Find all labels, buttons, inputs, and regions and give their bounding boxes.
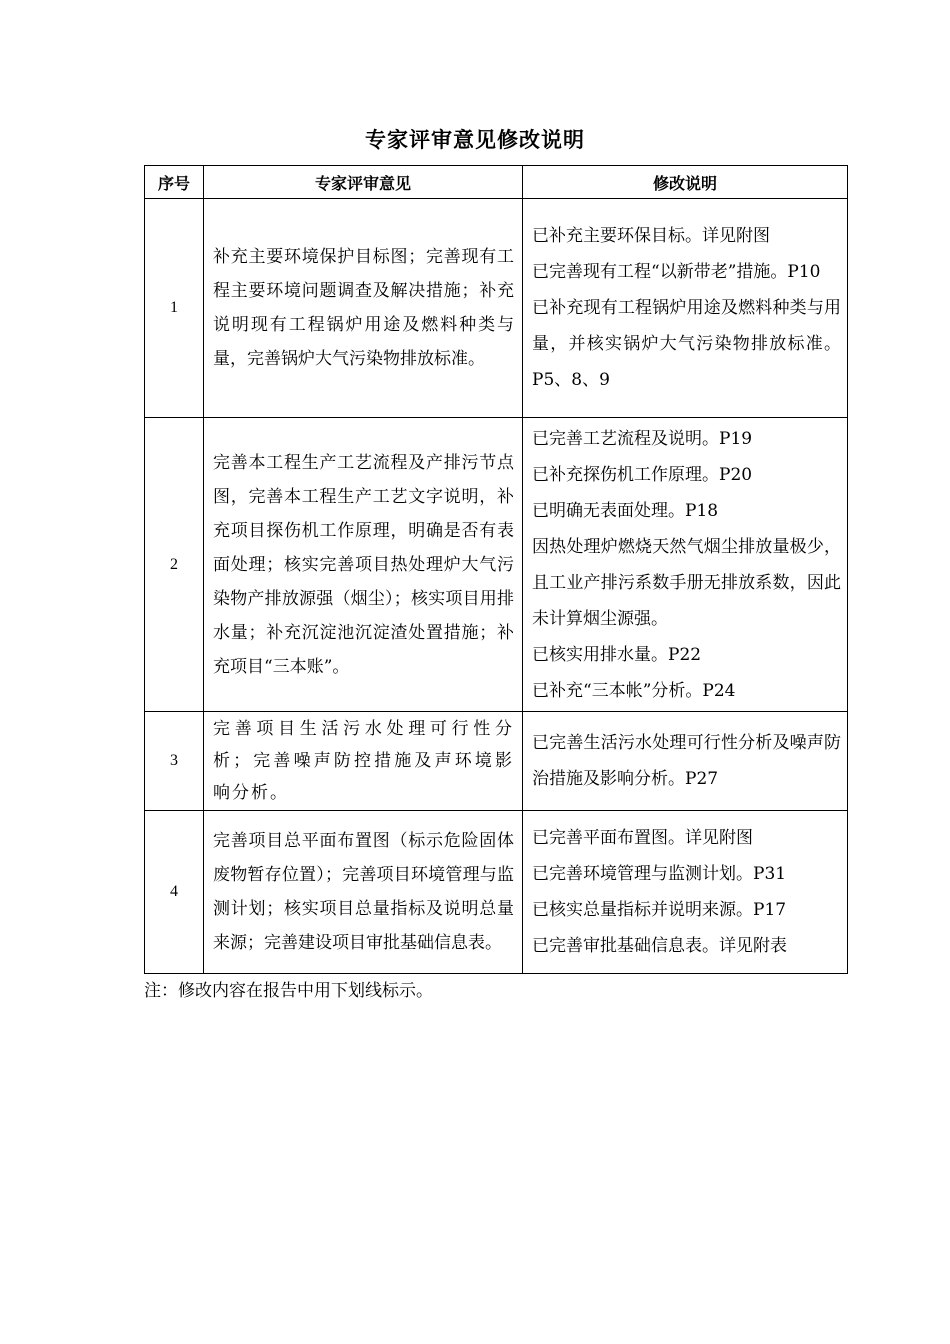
expert-opinion-cell: 完善本工程生产工艺流程及产排污节点图，完善本工程生产工艺文字说明，补充项目探伤机工作原理，明确是否有表面处理；核实完善项目热处理炉大气污染物产排放源强（烟尘）；核实项目用排水量；补充沉淀池沉淀渣处置措施；补充项目“三本账”。 xyxy=(204,418,523,712)
explanation-line: 已补充“三本帐”分析。P24 xyxy=(532,680,736,701)
table-row xyxy=(145,199,848,418)
expert-opinion-cell: 完善项目总平面布置图（标示危险固体废物暂存位置）；完善项目环境管理与监测计划；核实项目总量指标及说明总量来源；完善建设项目审批基础信息表。 xyxy=(204,811,523,974)
revision-explanation-cell xyxy=(523,712,848,811)
explanation-line: 已完善审批基础信息表。详见附表 xyxy=(532,936,787,956)
explanation-line: 已明确无表面处理。P18 xyxy=(532,500,719,521)
table-row xyxy=(145,418,848,712)
footnote: 注：修改内容在报告中用下划线标示。 xyxy=(144,981,433,1001)
explanation-line: 已补充主要环保目标。详见附图 xyxy=(532,226,770,246)
table-row xyxy=(145,811,848,974)
row-number: 2 xyxy=(145,418,204,712)
header-number: 序号 xyxy=(145,166,204,199)
explanation-line: 已补充现有工程锅炉用途及燃料种类与用量，并核实锅炉大气污染物排放标准。P5、8、9 xyxy=(532,298,841,390)
document-title: 专家评审意见修改说明 xyxy=(365,127,585,152)
explanation-line: 已完善现有工程“以新带老”措施。P10 xyxy=(532,262,821,282)
explanation-line: 已核实总量指标并说明来源。P17 xyxy=(532,900,787,920)
explanation-line: 已完善平面布置图。详见附图 xyxy=(532,828,753,848)
explanation-line: 因热处理炉燃烧天然气烟尘排放量极少，且工业产排污系数手册无排放系数，因此未计算烟尘源强。 xyxy=(532,536,841,629)
explanation-line: 已核实用排水量。P22 xyxy=(532,644,702,665)
header-expert-opinion: 专家评审意见 xyxy=(204,166,523,199)
revision-explanation-cell xyxy=(523,811,848,974)
row-number: 3 xyxy=(145,712,204,811)
explanation-line: 已补充探伤机工作原理。P20 xyxy=(532,464,753,485)
explanation-line: 已完善工艺流程及说明。P19 xyxy=(532,428,753,449)
revision-explanation-cell xyxy=(523,199,848,418)
row-number: 1 xyxy=(145,199,204,418)
revision-explanation-cell xyxy=(523,418,848,712)
row-number: 4 xyxy=(145,811,204,974)
explanation-line: 已完善环境管理与监测计划。P31 xyxy=(532,864,787,884)
expert-opinion-cell: 补充主要环境保护目标图；完善现有工程主要环境问题调查及解决措施；补充说明现有工程锅炉用途及燃料种类与量，完善锅炉大气污染物排放标准。 xyxy=(204,199,523,418)
table-row xyxy=(145,712,848,811)
expert-opinion-cell: 完善项目生活污水处理可行性分析；完善噪声防控措施及声环境影响分析。 xyxy=(204,712,523,811)
explanation-line: 已完善生活污水处理可行性分析及噪声防治措施及影响分析。P27 xyxy=(532,733,841,789)
review-table xyxy=(144,165,848,974)
table-header-row xyxy=(145,166,848,199)
header-revision-explanation: 修改说明 xyxy=(523,166,848,199)
